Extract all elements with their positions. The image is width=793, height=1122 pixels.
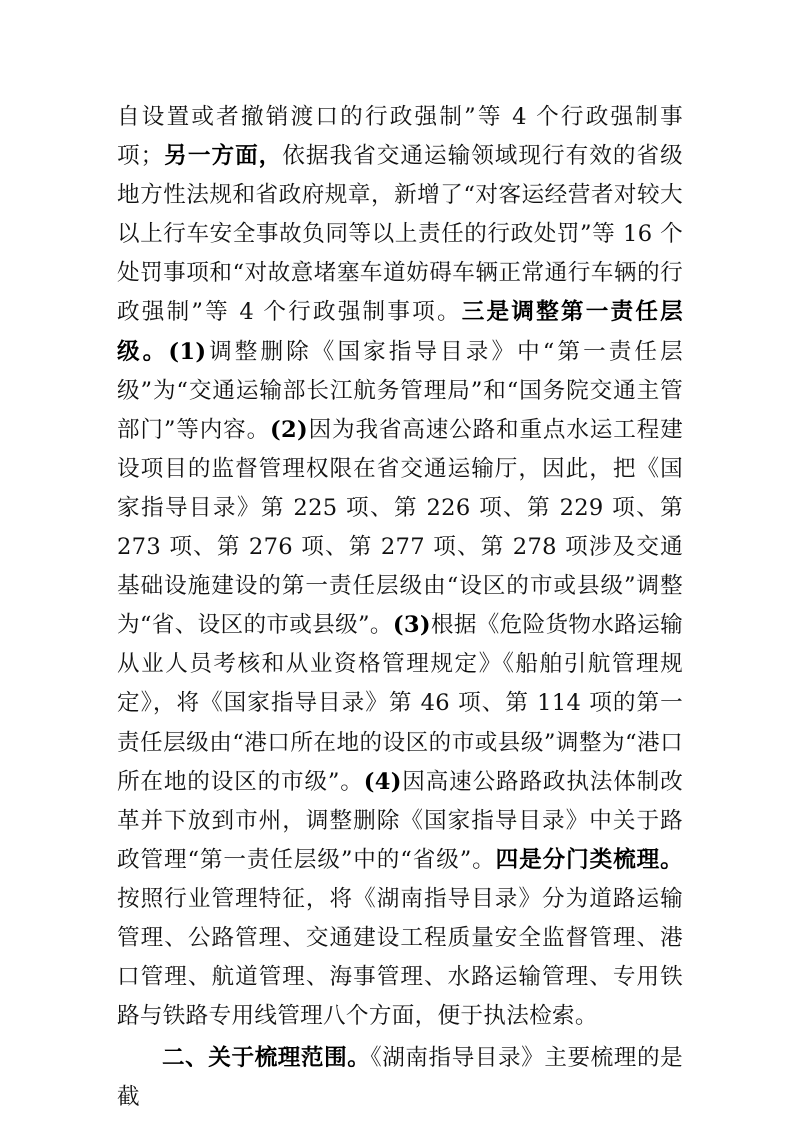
text-segment: 按照行业管理特征，将《湖南指导目录》分为道路运输管理、公路管理、交通建设工程质量安全监督管理、港口管理、航道管理、海事管理、水路运输管理、专用铁路与铁路专用线管理八个方面，便于执法检索。 bbox=[117, 885, 683, 1030]
text-segment: 根据《危险货物水路运输从业人员考核和从业资格管理规定》《船舶引航管理规定》，将《国家指导目录》第 46 项、第 114 项的第一责任层级由“港口所在地的设区的市或县级”调整为“港口所在地的设区的市级”。 bbox=[117, 612, 683, 795]
text-segment: 《湖南指导目录》主要梳理的是截 bbox=[117, 1045, 683, 1111]
bold-text-segment: (4) bbox=[363, 768, 402, 795]
text-segment: 因高速公路路政执法体制改革并下放到市州，调整删除《国家指导目录》中关于路政管理“第一责任层级”中的“省级”。 bbox=[117, 768, 683, 873]
bold-text-segment: (1) bbox=[168, 338, 207, 365]
text-segment: 自设置或者撤销渡口的行政强制”等 4 个行政强制事项； bbox=[117, 104, 683, 170]
bold-text-segment: 二、关于梳理范围。 bbox=[162, 1045, 371, 1072]
paragraph bbox=[117, 1039, 683, 1117]
bold-text-segment: (2) bbox=[270, 416, 309, 443]
bold-text-segment: 三是调整第一责任层级。 bbox=[117, 299, 684, 365]
document-body bbox=[117, 98, 683, 1117]
text-segment: 依据我省交通运输领域现行有效的省级地方性法规和省政府规章，新增了“对客运经营者对较大以上行车安全事故负同等以上责任的行政处罚”等 16 个处罚事项和“对故意堵塞车道妨碍车辆正常通行车辆的行政强制”等 4 个行政强制事项。 bbox=[117, 143, 683, 326]
bold-text-segment: 另一方面， bbox=[163, 143, 283, 170]
paragraph bbox=[117, 98, 683, 1036]
bold-text-segment: 四是分门类梳理。 bbox=[495, 846, 683, 873]
text-segment: 调整删除《国家指导目录》中“第一责任层级”为“交通运输部长江航务管理局”和“国务院交通主管部门”等内容。 bbox=[117, 338, 683, 443]
text-segment: 因为我省高速公路和重点水运工程建设项目的监督管理权限在省交通运输厅，因此，把《国家指导目录》第 225 项、第 226 项、第 229 项、第 273 项、第 276 项、第 277 项、第 278 项涉及交通基础设施建设的第一责任层级由“设区的市或县级”调整为“省、设区的市或县级”。 bbox=[117, 416, 683, 639]
bold-text-segment: (3) bbox=[392, 612, 431, 639]
